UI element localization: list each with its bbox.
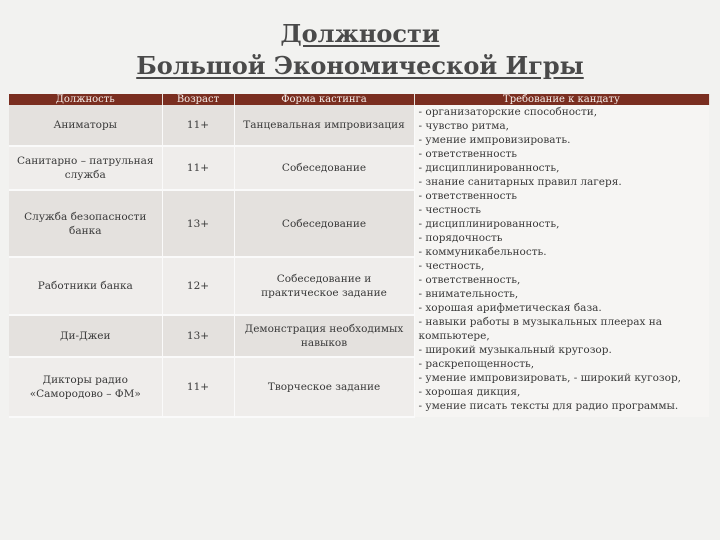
requirement-line: - коммуникабельность. <box>418 246 547 258</box>
requirement-line: - умение импровизировать. <box>418 134 571 146</box>
header-age: Возраст <box>162 94 234 105</box>
requirement-line: - внимательность, <box>418 288 519 300</box>
requirement-line: - раскрепощенность, <box>418 358 535 370</box>
cell-casting: Собеседование <box>234 190 414 257</box>
requirement-line: - честность, <box>418 260 485 272</box>
cell-age: 11+ <box>162 146 234 190</box>
requirement-line: - хорошая арифметическая база. <box>418 302 602 314</box>
page-title <box>0 18 720 82</box>
header-requirements: Требование к кандату <box>414 94 709 105</box>
cell-position: Санитарно – патрульная служба <box>9 146 162 190</box>
requirement-line: - дисциплинированность, <box>418 218 560 230</box>
requirement-line: - честность <box>418 204 481 216</box>
requirement-line: - ответственность, <box>418 274 521 286</box>
cell-age: 13+ <box>162 190 234 257</box>
cell-casting: Собеседование и практическое задание <box>234 257 414 315</box>
requirement-line: - организаторские способности, <box>418 106 598 118</box>
table-row <box>9 105 709 146</box>
table-header-row <box>9 94 709 105</box>
requirement-line: - ответственность <box>418 190 517 202</box>
requirement-line: - умение импровизировать, - широкий кугозор, <box>418 372 682 384</box>
header-casting: Форма кастинга <box>234 94 414 105</box>
requirement-line: - хорошая дикция, <box>418 386 521 398</box>
requirement-line: - чувство ритма, <box>418 120 509 132</box>
requirement-line: - ответственность <box>418 148 517 160</box>
requirement-line: - навыки работы в музыкальных плеерах на <box>418 316 663 328</box>
requirement-line: - дисциплинированность, <box>418 162 560 174</box>
cell-requirements <box>414 105 709 417</box>
cell-casting: Собеседование <box>234 146 414 190</box>
requirement-line: - умение писать тексты для радио программы. <box>418 400 679 412</box>
cell-age: 11+ <box>162 105 234 146</box>
cell-age: 11+ <box>162 357 234 417</box>
requirement-line: - широкий музыкальный кругозор. <box>418 344 612 356</box>
cell-position: Дикторы радио «Самородово – ФМ» <box>9 357 162 417</box>
title-line-1: Должности <box>280 19 440 48</box>
cell-age: 13+ <box>162 315 234 357</box>
requirement-line: компьютере, <box>418 330 490 342</box>
requirement-line: - порядочность <box>418 232 503 244</box>
cell-casting: Творческое задание <box>234 357 414 417</box>
positions-table <box>9 94 710 418</box>
title-line-2: Большой Экономической Игры <box>136 51 584 80</box>
cell-casting: Демонстрация необходимых навыков <box>234 315 414 357</box>
cell-position: Работники банка <box>9 257 162 315</box>
cell-position: Ди-Джеи <box>9 315 162 357</box>
header-position: Должность <box>9 94 162 105</box>
cell-position: Служба безопасности банка <box>9 190 162 257</box>
cell-casting: Танцевальная импровизация <box>234 105 414 146</box>
requirement-line: - знание санитарных правил лагеря. <box>418 176 622 188</box>
cell-age: 12+ <box>162 257 234 315</box>
cell-position: Аниматоры <box>9 105 162 146</box>
